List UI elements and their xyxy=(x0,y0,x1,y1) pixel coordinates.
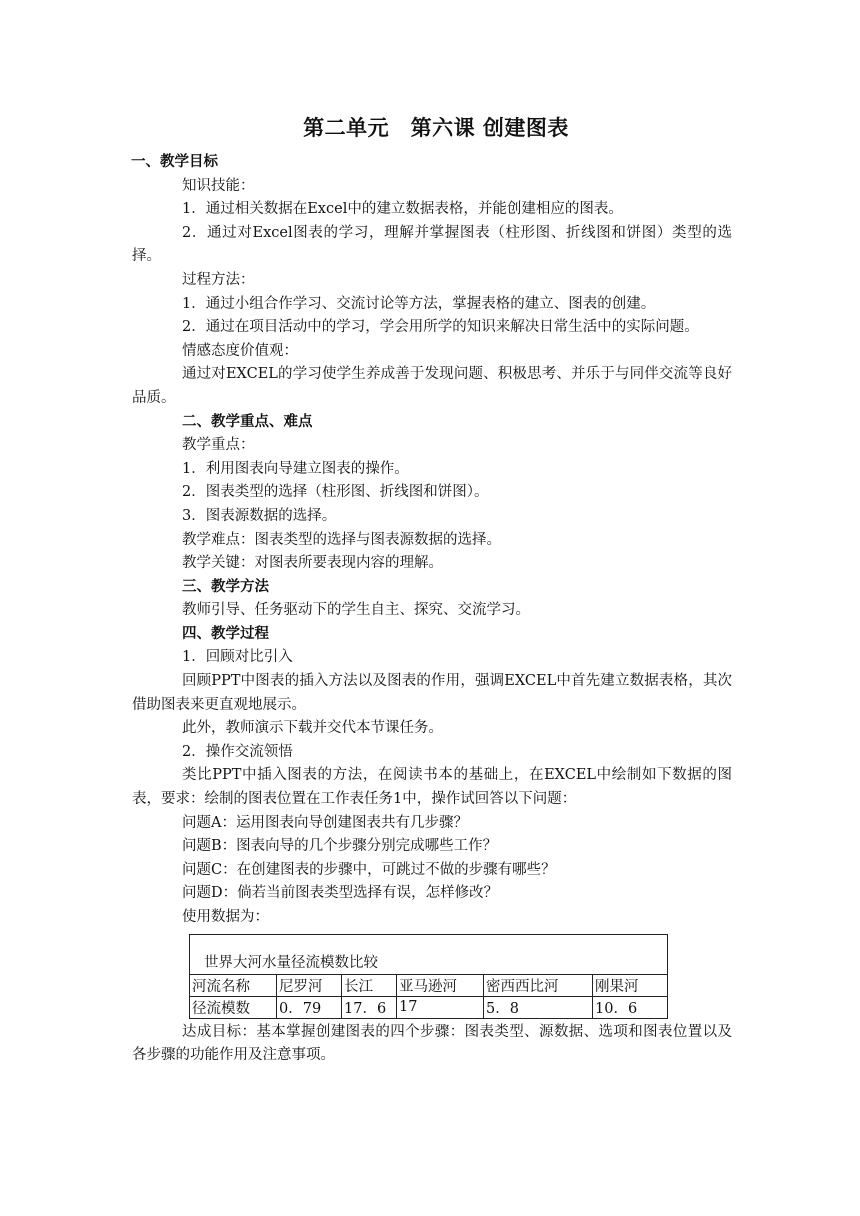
paragraph: 3．图表源数据的选择。 xyxy=(182,507,337,524)
table-cell: 0．79 xyxy=(277,996,342,1018)
table-caption: 世界大河水量径流模数比较 xyxy=(190,934,668,974)
paragraph: 教师引导、任务驱动下的学生自主、探究、交流学习。 xyxy=(182,602,530,619)
paragraph: 教学关键：对图表所要表现内容的理解。 xyxy=(182,555,443,572)
paragraph: 2．操作交流领悟 xyxy=(182,743,293,760)
table-cell: 河流名称 xyxy=(190,974,277,996)
paragraph: 情感态度价值观： xyxy=(182,342,298,359)
page-title: 第二单元 第六课 创建图表 xyxy=(303,116,569,140)
paragraph: 通过对EXCEL的学习使学生养成善于发现问题、积极思考、并乐于与同伴交流等良好品质。 xyxy=(132,366,732,406)
table-row xyxy=(190,996,668,1018)
section-heading-2: 二、教学重点、难点 xyxy=(182,413,313,430)
section-heading-1: 一、教学目标 xyxy=(131,154,218,170)
paragraph: 使用数据为： xyxy=(182,909,269,925)
table-cell: 刚果河 xyxy=(593,974,668,996)
paragraph: 1．利用图表向导建立图表的操作。 xyxy=(182,460,409,477)
table-cell: 密西西比河 xyxy=(484,974,593,996)
paragraph: 问题C：在创建图表的步骤中，可跳过不做的步骤有哪些？ xyxy=(182,861,556,878)
table-cell: 长江 xyxy=(342,974,397,996)
paragraph: 问题A：运用图表向导创建图表共有几步骤？ xyxy=(182,814,468,831)
paragraph: 1．通过小组合作学习、交流讨论等方法，掌握表格的建立、图表的创建。 xyxy=(182,295,656,312)
table-cell: 17．6 xyxy=(342,996,397,1018)
paragraph: 知识技能： xyxy=(182,177,255,194)
table-cell: 10．6 xyxy=(593,996,668,1018)
paragraph: 1．回顾对比引入 xyxy=(182,649,293,666)
paragraph: 2．通过在项目活动中的学习，学会用所学的知识来解决日常生活中的实际问题。 xyxy=(182,319,699,336)
table-cell: 5．8 xyxy=(484,996,593,1018)
table-header-row xyxy=(190,974,668,996)
data-table-wrapper xyxy=(189,934,732,1019)
paragraph: 问题D：倘若当前图表类型选择有误，怎样修改？ xyxy=(182,885,499,902)
paragraph: 类比PPT中插入图表的方法，在阅读书本的基础上，在EXCEL中绘制如下数据的图表，要求：绘制的图表位置在工作表任务1中，操作试回答以下问题： xyxy=(132,767,732,808)
paragraph: 2．通过对Excel图表的学习，理解并掌握图表（柱形图、折线图和饼图）类型的选择。 xyxy=(132,224,732,265)
section-heading-4: 四、教学过程 xyxy=(182,625,269,642)
paragraph: 回顾PPT中图表的插入方法以及图表的作用，强调EXCEL中首先建立数据表格，其次借助图表来更直观地展示。 xyxy=(132,673,732,713)
table-cell: 17 xyxy=(397,996,484,1018)
table-cell: 尼罗河 xyxy=(277,974,342,996)
paragraph: 教学难点：图表类型的选择与图表源数据的选择。 xyxy=(182,531,501,548)
table-cell: 径流模数 xyxy=(190,996,277,1018)
paragraph: 问题B：图表向导的几个步骤分别完成哪些工作？ xyxy=(182,838,498,855)
paragraph: 2．图表类型的选择（柱形图、折线图和饼图）。 xyxy=(182,484,489,501)
table-caption-row xyxy=(190,934,668,974)
table-cell: 亚马逊河 xyxy=(397,974,484,996)
paragraph: 此外，教师演示下载并交代本节课任务。 xyxy=(182,720,443,737)
river-runoff-table xyxy=(189,934,668,1019)
paragraph: 达成目标：基本掌握创建图表的四个步骤：图表类型、源数据、选项和图表位置以及各步骤的功能作用及注意事项。 xyxy=(132,1023,732,1064)
paragraph: 1．通过相关数据在Excel中的建立数据表格，并能创建相应的图表。 xyxy=(182,201,623,218)
paragraph: 过程方法： xyxy=(182,271,255,288)
section-heading-3: 三、教学方法 xyxy=(182,578,269,595)
document-page xyxy=(132,112,732,1068)
paragraph: 教学重点： xyxy=(182,437,255,454)
